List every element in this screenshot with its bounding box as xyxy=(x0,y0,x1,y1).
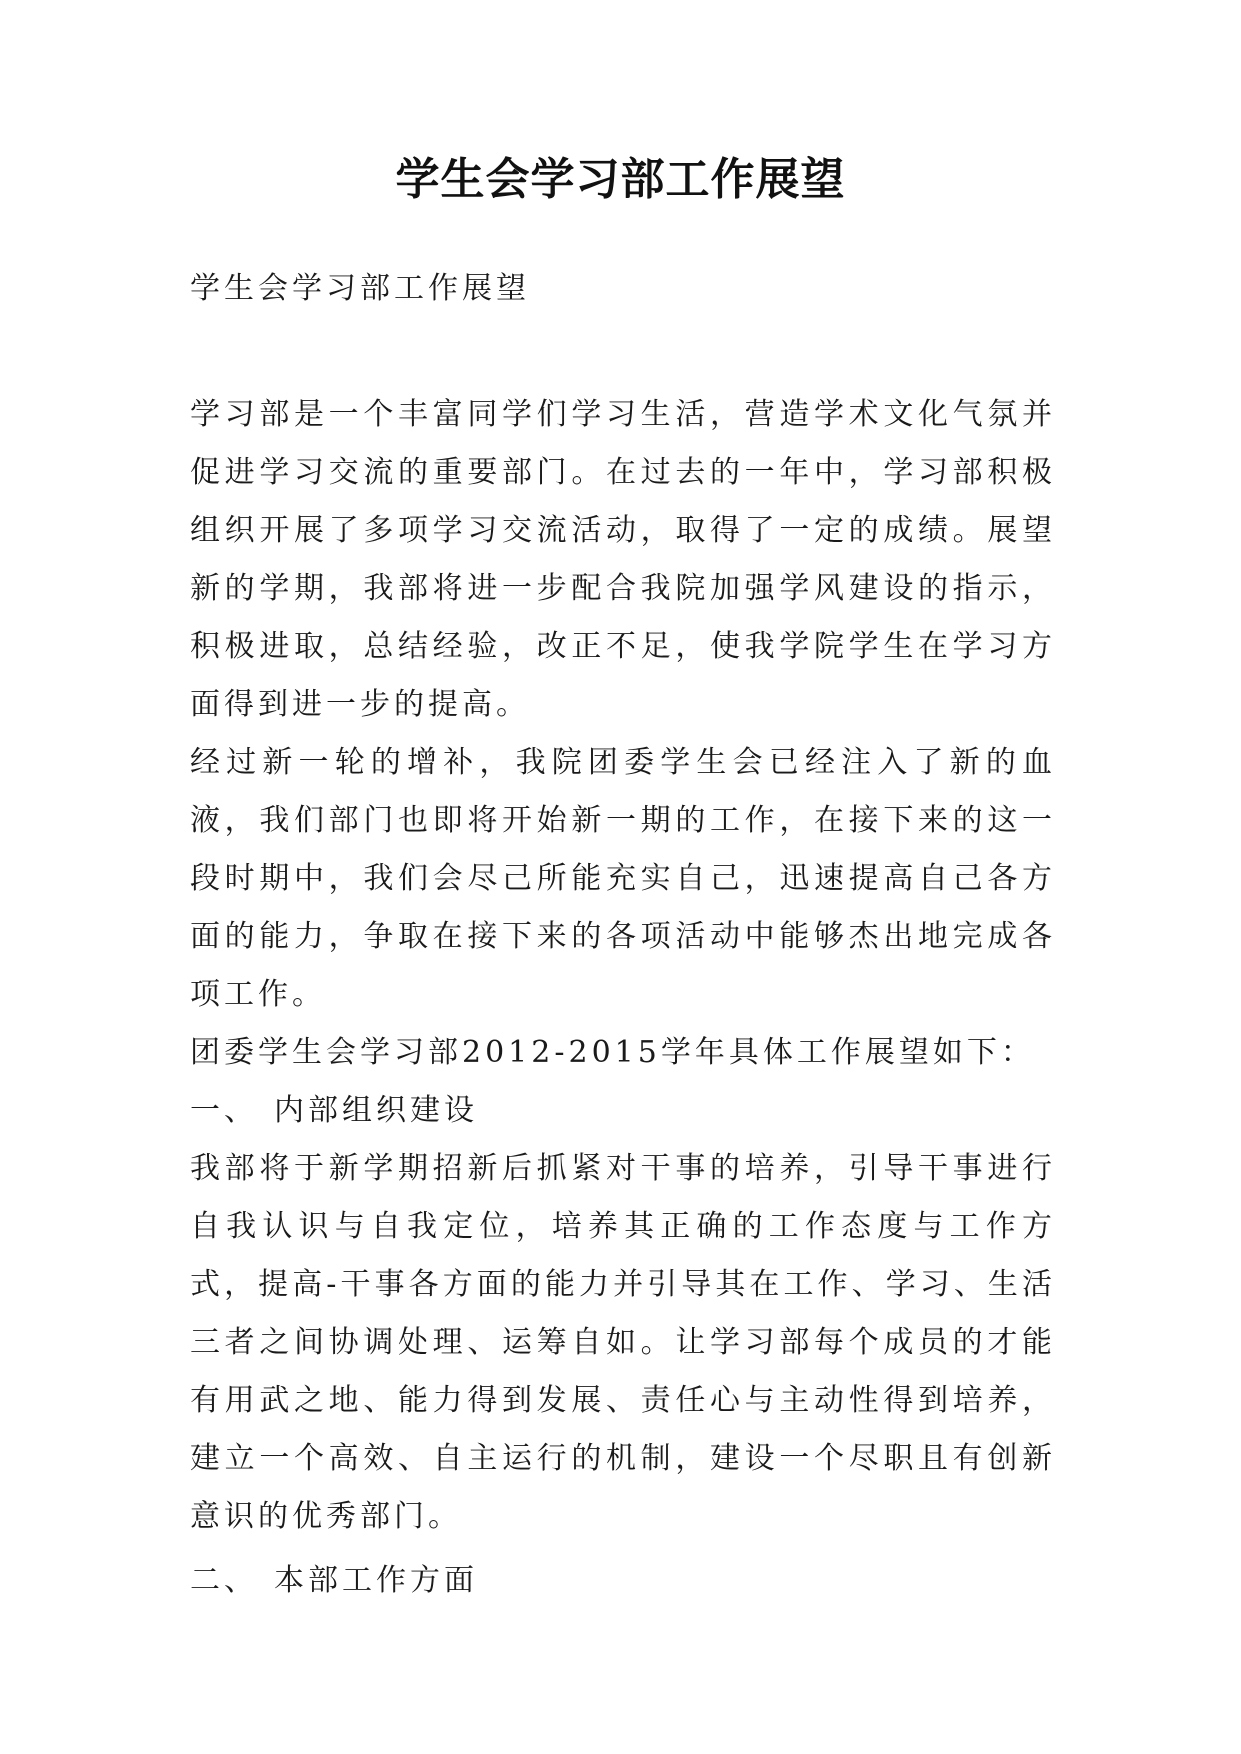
section-2-number: 二、 xyxy=(190,1563,258,1598)
outline-intro-paragraph: 团委学生会学习部2012-2015学年具体工作展望如下： xyxy=(190,1035,1035,1070)
section-1-number: 一、 xyxy=(190,1093,258,1128)
section-2-heading xyxy=(190,1552,1056,1610)
section-1-title: 内部组织建设 xyxy=(274,1093,478,1128)
document-subtitle: 学生会学习部工作展望 xyxy=(190,271,530,306)
intro-paragraph: 学习部是一个丰富同学们学习生活，营造学术文化气氛并促进学习交流的重要部门。在过去的一年中，学习部积极组织开展了多项学习交流活动，取得了一定的成绩。展望新的学期，我部将进一步配合我院加强学风建设的指示，积极进取，总结经验，改正不足，使我学院学生在学习方面得到进一步的提高。 xyxy=(190,397,1056,722)
context-paragraph: 经过新一轮的增补，我院团委学生会已经注入了新的血液，我们部门也即将开始新一期的工作，在接下来的这一段时期中，我们会尽己所能充实自己，迅速提高自己各方面的能力，争取在接下来的各项活动中能够杰出地完成各项工作。 xyxy=(190,745,1056,1012)
document-title: 学生会学习部工作展望 xyxy=(395,154,846,205)
section-1-paragraph: 我部将于新学期招新后抓紧对干事的培养，引导干事进行自我认识与自我定位，培养其正确的工作态度与工作方式，提高-干事各方面的能力并引导其在工作、学习、生活三者之间协调处理、运筹自如。让学习部每个成员的才能有用武之地、能力得到发展、责任心与主动性得到培养，建立一个高效、自主运行的机制，建设一个尽职且有创新意识的优秀部门。 xyxy=(190,1151,1056,1534)
section-1-heading xyxy=(190,1082,1056,1140)
document-body xyxy=(190,260,1056,1610)
section-2-title: 本部工作方面 xyxy=(274,1563,478,1598)
